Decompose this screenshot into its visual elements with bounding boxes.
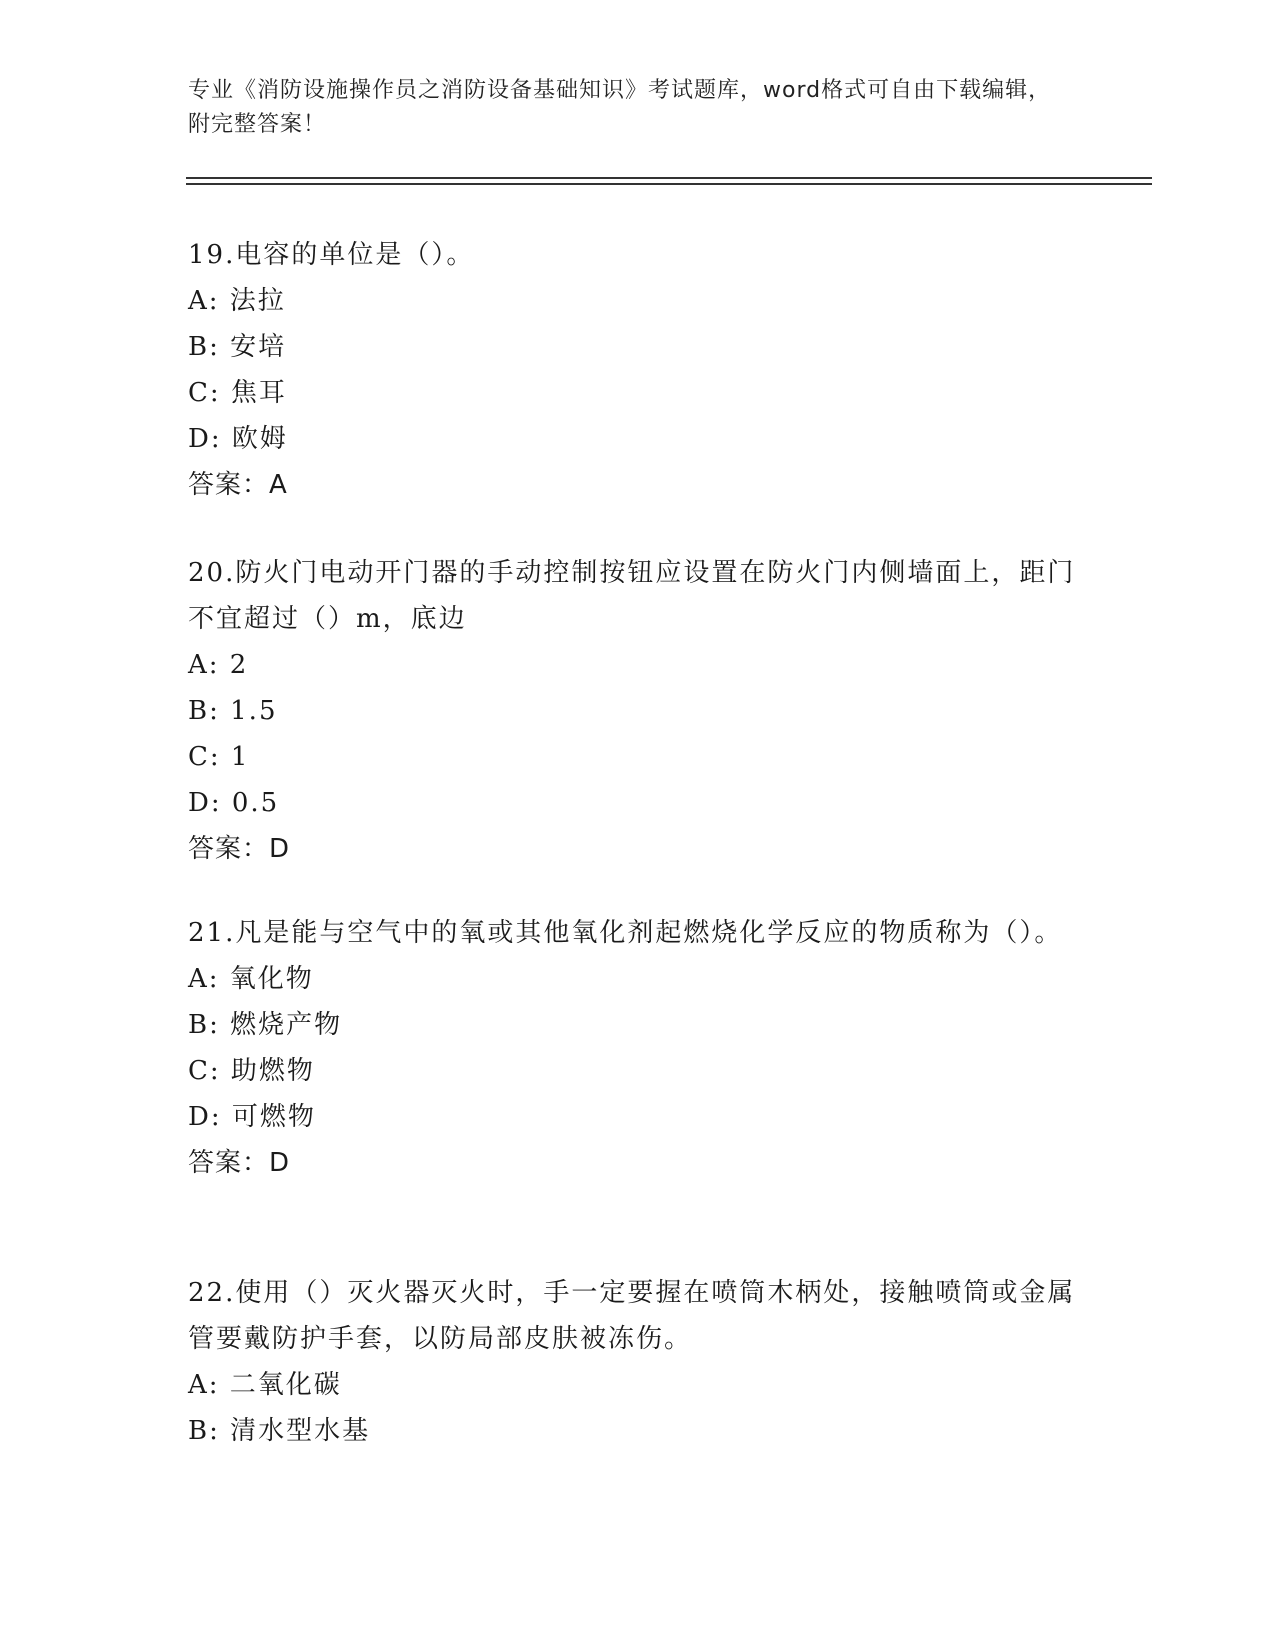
option-d: D: 可燃物 bbox=[188, 1102, 316, 1132]
option-b: B: 安培 bbox=[188, 332, 287, 362]
header-divider-top bbox=[186, 177, 1152, 179]
option-c: C: 焦耳 bbox=[188, 378, 287, 408]
answer-line: 答案：D bbox=[188, 834, 291, 864]
option-a: A: 法拉 bbox=[188, 286, 286, 316]
option-b: B: 燃烧产物 bbox=[188, 1010, 343, 1040]
option-a: A: 2 bbox=[188, 650, 249, 680]
question-stem: 20.防火门电动开门器的手动控制按钮应设置在防火门内侧墙面上，距门不宜超过（）m，底边 bbox=[188, 558, 1076, 634]
document-header: 专业《消防设施操作员之消防设备基础知识》考试题库，word格式可自由下载编辑，附完整答案！ bbox=[188, 78, 1052, 137]
option-d: D: 欧姆 bbox=[188, 424, 288, 454]
answer-line: 答案：A bbox=[188, 470, 288, 500]
question-stem: 21.凡是能与空气中的氧或其他氧化剂起燃烧化学反应的物质称为（）。 bbox=[188, 918, 1063, 948]
option-a: A: 二氧化碳 bbox=[188, 1370, 342, 1400]
question-stem: 19.电容的单位是（）。 bbox=[188, 240, 475, 270]
question-20 bbox=[188, 550, 1088, 872]
option-d: D: 0.5 bbox=[188, 788, 280, 818]
option-a: A: 氧化物 bbox=[188, 964, 314, 994]
option-b: B: 1.5 bbox=[188, 696, 278, 726]
question-21 bbox=[188, 910, 1088, 1186]
question-19 bbox=[188, 232, 1088, 508]
question-22 bbox=[188, 1270, 1088, 1454]
question-stem: 22.使用（）灭火器灭火时，手一定要握在喷筒木柄处，接触喷筒或金属管要戴防护手套，以防局部皮肤被冻伤。 bbox=[188, 1278, 1076, 1354]
answer-line: 答案：D bbox=[188, 1148, 291, 1178]
option-c: C: 助燃物 bbox=[188, 1056, 315, 1086]
header-divider-bottom bbox=[186, 183, 1152, 185]
option-b: B: 清水型水基 bbox=[188, 1416, 371, 1446]
option-c: C: 1 bbox=[188, 742, 250, 772]
